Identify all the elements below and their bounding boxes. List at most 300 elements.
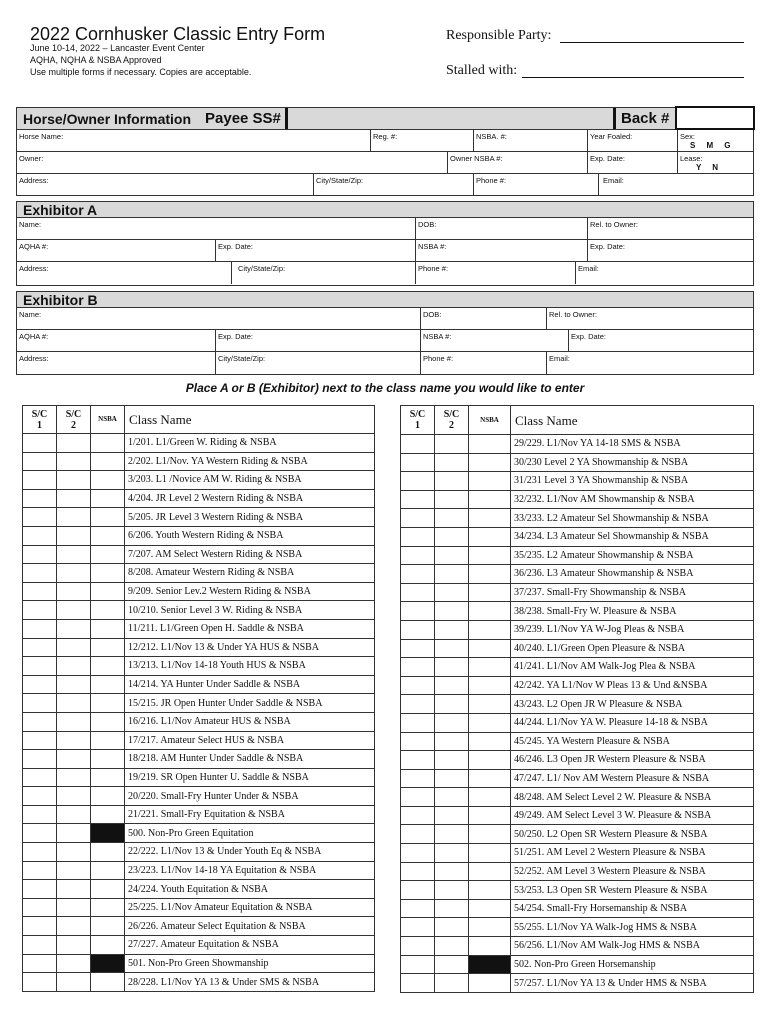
sc1-checkbox[interactable] <box>401 695 435 714</box>
sc2-checkbox[interactable] <box>57 452 91 471</box>
nsba-checkbox[interactable] <box>91 731 125 750</box>
nsba-checkbox[interactable] <box>469 490 511 509</box>
class-name: 501. Non-Pro Green Showmanship <box>125 954 375 973</box>
sc2-checkbox[interactable] <box>57 582 91 601</box>
sc2-checkbox[interactable] <box>57 564 91 583</box>
sc1-checkbox[interactable] <box>23 787 57 806</box>
class-name: 51/251. AM Level 2 Western Pleasure & NSBA <box>511 844 754 863</box>
nsba-checkbox[interactable] <box>469 899 511 918</box>
nsba-checkbox[interactable] <box>91 638 125 657</box>
exhibitor-b-exp2[interactable]: Exp. Date: <box>568 330 755 351</box>
nsba-checkbox[interactable] <box>469 918 511 937</box>
sc2-checkbox[interactable] <box>57 489 91 508</box>
sex-field[interactable] <box>677 130 755 151</box>
sc1-checkbox[interactable] <box>23 452 57 471</box>
exhibitor-a-name[interactable]: Name: <box>19 220 42 229</box>
sc2-checkbox[interactable] <box>435 676 469 695</box>
class-name: 8/208. Amateur Western Riding & NSBA <box>125 564 375 583</box>
class-row <box>401 844 754 863</box>
class-row <box>401 825 754 844</box>
left-class-table <box>22 405 375 992</box>
exhibitor-b-city[interactable]: City/State/Zip: <box>215 352 420 374</box>
sc2-checkbox[interactable] <box>435 583 469 602</box>
class-row <box>401 527 754 546</box>
class-row <box>401 565 754 584</box>
exhibitor-a-rel[interactable]: Rel. to Owner: <box>587 218 755 239</box>
sc1-checkbox[interactable] <box>401 769 435 788</box>
class-row <box>401 732 754 751</box>
exp-date-field[interactable]: Exp. Date: <box>587 152 677 173</box>
sc1-checkbox[interactable] <box>23 805 57 824</box>
class-name: 49/249. AM Select Level 3 W. Pleasure & NSBA <box>511 806 754 825</box>
nsba-checkbox[interactable] <box>91 601 125 620</box>
sc1-checkbox[interactable] <box>401 955 435 974</box>
exhibitor-b-phone[interactable]: Phone #: <box>420 352 546 374</box>
nsba-checkbox[interactable] <box>91 824 125 843</box>
exhibitor-b-exp[interactable]: Exp. Date: <box>215 330 420 351</box>
nsba-checkbox[interactable] <box>91 434 125 453</box>
sc1-checkbox[interactable] <box>401 583 435 602</box>
nsba-checkbox[interactable] <box>91 619 125 638</box>
class-row <box>401 862 754 881</box>
owner-field[interactable]: Owner: <box>19 154 44 163</box>
exhibitor-b-aqha-row <box>17 330 753 352</box>
nsba-checkbox[interactable] <box>91 582 125 601</box>
class-name: 15/215. JR Open Hunter Under Saddle & NSBA <box>125 694 375 713</box>
class-row <box>23 861 375 880</box>
nsba-checkbox[interactable] <box>469 639 511 658</box>
sc1-checkbox[interactable] <box>23 694 57 713</box>
sc2-checkbox[interactable] <box>435 862 469 881</box>
sc2-checkbox[interactable] <box>57 638 91 657</box>
class-row <box>401 918 754 937</box>
nsba-checkbox[interactable] <box>469 881 511 900</box>
sc1-checkbox[interactable] <box>23 638 57 657</box>
sc2-checkbox[interactable] <box>435 825 469 844</box>
sc2-checkbox[interactable] <box>57 917 91 936</box>
sc2-checkbox[interactable] <box>57 898 91 917</box>
nsba-checkbox[interactable] <box>469 806 511 825</box>
nsba-checkbox[interactable] <box>469 788 511 807</box>
sc2-header: S/C 2 <box>57 406 91 434</box>
class-row <box>23 657 375 676</box>
sc2-checkbox[interactable] <box>435 527 469 546</box>
class-row <box>23 434 375 453</box>
sc2-checkbox[interactable] <box>435 788 469 807</box>
nsba-checkbox[interactable] <box>469 676 511 695</box>
sc1-checkbox[interactable] <box>23 489 57 508</box>
responsible-party-field[interactable] <box>560 42 744 43</box>
sc1-checkbox[interactable] <box>23 880 57 899</box>
sc1-checkbox[interactable] <box>401 546 435 565</box>
sex-options: S M G <box>690 141 731 150</box>
sc1-checkbox[interactable] <box>23 471 57 490</box>
nsba-checkbox[interactable] <box>91 750 125 769</box>
class-row <box>401 676 754 695</box>
sc1-header: S/C 1 <box>401 406 435 435</box>
sc1-checkbox[interactable] <box>401 602 435 621</box>
nsba-checkbox[interactable] <box>91 712 125 731</box>
class-name: 22/222. L1/Nov 13 & Under Youth Eq & NSBA <box>125 843 375 862</box>
nsba-checkbox[interactable] <box>469 453 511 472</box>
sc1-checkbox[interactable] <box>23 750 57 769</box>
class-name: 18/218. AM Hunter Under Saddle & NSBA <box>125 750 375 769</box>
nsba-checkbox[interactable] <box>469 713 511 732</box>
sc2-checkbox[interactable] <box>435 713 469 732</box>
sc2-checkbox[interactable] <box>435 639 469 658</box>
exhibitor-a-section <box>16 201 754 286</box>
sc1-checkbox[interactable] <box>401 490 435 509</box>
sc2-checkbox[interactable] <box>57 471 91 490</box>
class-row <box>401 583 754 602</box>
sc1-checkbox[interactable] <box>401 806 435 825</box>
sc1-checkbox[interactable] <box>23 917 57 936</box>
sc2-checkbox[interactable] <box>435 732 469 751</box>
class-name: 34/234. L3 Amateur Sel Showmanship & NSBA <box>511 527 754 546</box>
email-field[interactable]: Email: <box>598 174 755 195</box>
sc2-checkbox[interactable] <box>57 787 91 806</box>
nsba-checkbox[interactable] <box>469 825 511 844</box>
class-row <box>401 546 754 565</box>
sc1-checkbox[interactable] <box>401 527 435 546</box>
sc1-checkbox[interactable] <box>401 899 435 918</box>
sc2-checkbox[interactable] <box>57 434 91 453</box>
sc2-checkbox[interactable] <box>435 899 469 918</box>
sc1-checkbox[interactable] <box>23 675 57 694</box>
class-name: 3/203. L1 /Novice AM W. Riding & NSBA <box>125 471 375 490</box>
sc1-checkbox[interactable] <box>23 508 57 527</box>
exhibitor-b-name[interactable]: Name: <box>19 310 42 319</box>
owner-address-row <box>17 174 753 195</box>
exhibitor-a-nsba[interactable]: NSBA #: <box>415 240 587 261</box>
sc1-checkbox[interactable] <box>401 435 435 454</box>
class-row <box>23 452 375 471</box>
sc1-checkbox[interactable] <box>401 732 435 751</box>
class-name: 14/214. YA Hunter Under Saddle & NSBA <box>125 675 375 694</box>
exhibitor-a-aqha[interactable]: AQHA #: <box>19 242 49 251</box>
address-field[interactable]: Address: <box>19 176 49 185</box>
horse-name-row <box>17 130 753 152</box>
sex-label: Sex: <box>680 132 696 141</box>
sc2-checkbox[interactable] <box>57 843 91 862</box>
nsba-checkbox[interactable] <box>469 602 511 621</box>
exhibitor-b-dob[interactable]: DOB: <box>420 308 546 329</box>
sc1-checkbox[interactable] <box>401 453 435 472</box>
class-name: 40/240. L1/Green Open Pleasure & NSBA <box>511 639 754 658</box>
nsba-checkbox[interactable] <box>91 898 125 917</box>
nsba-checkbox[interactable] <box>469 732 511 751</box>
class-row <box>401 881 754 900</box>
sc1-checkbox[interactable] <box>401 788 435 807</box>
class-name: 46/246. L3 Open JR Western Pleasure & NSBA <box>511 751 754 770</box>
sc2-checkbox[interactable] <box>57 936 91 955</box>
sc1-checkbox[interactable] <box>23 564 57 583</box>
nsba-checkbox[interactable] <box>91 880 125 899</box>
nsba-checkbox[interactable] <box>469 658 511 677</box>
sc1-checkbox[interactable] <box>401 658 435 677</box>
nsba-checkbox[interactable] <box>91 471 125 490</box>
nsba-checkbox[interactable] <box>469 769 511 788</box>
nsba-checkbox[interactable] <box>91 675 125 694</box>
sc1-checkbox[interactable] <box>401 937 435 956</box>
sc2-checkbox[interactable] <box>435 806 469 825</box>
sc2-checkbox[interactable] <box>57 508 91 527</box>
sc2-checkbox[interactable] <box>435 974 469 993</box>
nsba-checkbox[interactable] <box>91 526 125 545</box>
sc1-checkbox[interactable] <box>23 601 57 620</box>
exhibitor-b-address[interactable]: Address: <box>19 354 49 363</box>
class-row <box>401 788 754 807</box>
class-row <box>23 582 375 601</box>
exhibitor-a-exp2[interactable]: Exp. Date: <box>587 240 755 261</box>
class-name: 28/228. L1/Nov YA 13 & Under SMS & NSBA <box>125 973 375 992</box>
copy-note: Use multiple forms if necessary. Copies are acceptable. <box>30 67 252 77</box>
sc2-checkbox[interactable] <box>435 620 469 639</box>
sc1-checkbox[interactable] <box>23 526 57 545</box>
exhibitor-b-section <box>16 291 754 375</box>
exhibitor-a-exp[interactable]: Exp. Date: <box>215 240 415 261</box>
exhibitor-b-rel[interactable]: Rel. to Owner: <box>546 308 755 329</box>
class-row <box>401 955 754 974</box>
sc2-checkbox[interactable] <box>57 880 91 899</box>
nsba-checkbox[interactable] <box>469 751 511 770</box>
sc1-checkbox[interactable] <box>23 434 57 453</box>
phone-field[interactable]: Phone #: <box>473 174 598 195</box>
nsba-checkbox[interactable] <box>91 787 125 806</box>
class-name: 30/230 Level 2 YA Showmanship & NSBA <box>511 453 754 472</box>
sc1-checkbox[interactable] <box>23 861 57 880</box>
exhibitor-b-email[interactable]: Email: <box>546 352 755 374</box>
nsba-checkbox[interactable] <box>469 974 511 993</box>
sc2-checkbox[interactable] <box>57 545 91 564</box>
exhibitor-a-address-row <box>17 262 753 284</box>
nsba-checkbox[interactable] <box>91 508 125 527</box>
class-row <box>401 937 754 956</box>
horse-name-field[interactable]: Horse Name: <box>19 132 64 141</box>
class-row <box>401 974 754 993</box>
nsba-checkbox[interactable] <box>91 861 125 880</box>
nsba-checkbox[interactable] <box>91 768 125 787</box>
sc1-checkbox[interactable] <box>401 974 435 993</box>
nsba-checkbox[interactable] <box>469 862 511 881</box>
sc2-checkbox[interactable] <box>435 769 469 788</box>
sc1-checkbox[interactable] <box>401 676 435 695</box>
class-name: 56/256. L1/Nov AM Walk-Jog HMS & NSBA <box>511 937 754 956</box>
nsba-checkbox[interactable] <box>91 452 125 471</box>
class-name: 37/237. Small-Fry Showmanship & NSBA <box>511 583 754 602</box>
sc2-checkbox[interactable] <box>435 472 469 491</box>
nsba-checkbox[interactable] <box>91 936 125 955</box>
sc1-checkbox[interactable] <box>23 954 57 973</box>
class-name: 41/241. L1/Nov AM Walk-Jog Plea & NSBA <box>511 658 754 677</box>
sc1-checkbox[interactable] <box>401 565 435 584</box>
sc1-checkbox[interactable] <box>23 824 57 843</box>
class-row <box>401 806 754 825</box>
nsba-checkbox[interactable] <box>469 472 511 491</box>
sc1-checkbox[interactable] <box>23 973 57 992</box>
sc1-checkbox[interactable] <box>401 918 435 937</box>
exhibitor-a-dob[interactable]: DOB: <box>415 218 587 239</box>
sc2-checkbox[interactable] <box>435 602 469 621</box>
sc2-checkbox[interactable] <box>57 973 91 992</box>
exhibitor-a-aqha-row <box>17 240 753 262</box>
class-row <box>401 472 754 491</box>
nsba-checkbox[interactable] <box>469 620 511 639</box>
class-row <box>401 453 754 472</box>
nsba-checkbox[interactable] <box>469 565 511 584</box>
form-title: 2022 Cornhusker Classic Entry Form <box>30 24 326 44</box>
sc2-checkbox[interactable] <box>57 954 91 973</box>
nsba-checkbox[interactable] <box>91 694 125 713</box>
sc2-checkbox[interactable] <box>435 435 469 454</box>
sc2-checkbox[interactable] <box>435 453 469 472</box>
sc2-checkbox[interactable] <box>57 861 91 880</box>
sc2-checkbox[interactable] <box>57 675 91 694</box>
owner-nsba-field[interactable]: Owner NSBA #: <box>447 152 587 173</box>
class-name: 50/250. L2 Open SR Western Pleasure & NSBA <box>511 825 754 844</box>
exhibitor-b-aqha[interactable]: AQHA #: <box>19 332 49 341</box>
exhibitor-a-email[interactable]: Email: <box>575 262 755 284</box>
sc2-checkbox[interactable] <box>435 565 469 584</box>
exhibitor-a-address[interactable]: Address: <box>19 264 49 273</box>
exhibitor-a-city[interactable]: City/State/Zip: <box>231 262 415 284</box>
year-foaled-field[interactable]: Year Foaled: <box>587 130 677 151</box>
sc2-checkbox[interactable] <box>435 881 469 900</box>
sc1-checkbox[interactable] <box>23 657 57 676</box>
sc2-checkbox[interactable] <box>57 694 91 713</box>
class-row <box>23 917 375 936</box>
sc2-checkbox[interactable] <box>435 918 469 937</box>
stalled-with-field[interactable] <box>522 77 744 78</box>
nsba-checkbox[interactable] <box>469 527 511 546</box>
sc1-checkbox[interactable] <box>401 472 435 491</box>
responsible-party-label: Responsible Party: <box>446 28 552 43</box>
class-name: 27/227. Amateur Equitation & NSBA <box>125 936 375 955</box>
class-name: 13/213. L1/Nov 14-18 Youth HUS & NSBA <box>125 657 375 676</box>
class-name: 5/205. JR Level 3 Western Riding & NSBA <box>125 508 375 527</box>
sc2-checkbox[interactable] <box>57 768 91 787</box>
nsba-checkbox[interactable] <box>91 657 125 676</box>
sc2-checkbox[interactable] <box>435 844 469 863</box>
class-name: 17/217. Amateur Select HUS & NSBA <box>125 731 375 750</box>
sc2-checkbox[interactable] <box>435 509 469 528</box>
sc1-checkbox[interactable] <box>23 545 57 564</box>
sc1-checkbox[interactable] <box>23 898 57 917</box>
class-name: 48/248. AM Select Level 2 W. Pleasure & NSBA <box>511 788 754 807</box>
class-row <box>23 564 375 583</box>
nsba-checkbox[interactable] <box>91 843 125 862</box>
nsba-checkbox[interactable] <box>91 564 125 583</box>
sc1-checkbox[interactable] <box>401 620 435 639</box>
sc2-checkbox[interactable] <box>57 526 91 545</box>
class-name: 36/236. L3 Amateur Showmanship & NSBA <box>511 565 754 584</box>
sc1-checkbox[interactable] <box>401 509 435 528</box>
sc2-checkbox[interactable] <box>57 712 91 731</box>
class-name: 57/257. L1/Nov YA 13 & Under HMS & NSBA <box>511 974 754 993</box>
nsba-checkbox[interactable] <box>469 937 511 956</box>
class-name: 32/232. L1/Nov AM Showmanship & NSBA <box>511 490 754 509</box>
sc1-checkbox[interactable] <box>401 825 435 844</box>
class-row <box>401 899 754 918</box>
nsba-checkbox[interactable] <box>91 489 125 508</box>
nsba-field[interactable]: NSBA. #: <box>473 130 587 151</box>
city-state-zip-field[interactable]: City/State/Zip: <box>313 174 473 195</box>
nsba-checkbox[interactable] <box>469 583 511 602</box>
horse-owner-header <box>17 108 753 130</box>
sc2-checkbox[interactable] <box>435 546 469 565</box>
sc2-checkbox[interactable] <box>435 695 469 714</box>
class-name-header: Class Name <box>511 406 754 435</box>
lease-label: Lease: <box>680 154 703 163</box>
sc1-checkbox[interactable] <box>401 862 435 881</box>
sc2-checkbox[interactable] <box>57 731 91 750</box>
class-name: 44/244. L1/Nov YA W. Pleasure 14-18 & NSBA <box>511 713 754 732</box>
class-row <box>23 638 375 657</box>
sc1-checkbox[interactable] <box>23 619 57 638</box>
sc1-checkbox[interactable] <box>401 881 435 900</box>
sc2-checkbox[interactable] <box>435 751 469 770</box>
class-name: 2/202. L1/Nov. YA Western Riding & NSBA <box>125 452 375 471</box>
sc2-checkbox[interactable] <box>57 619 91 638</box>
sc1-checkbox[interactable] <box>23 582 57 601</box>
nsba-checkbox[interactable] <box>469 844 511 863</box>
sc1-checkbox[interactable] <box>401 713 435 732</box>
class-row <box>23 973 375 992</box>
sc1-checkbox[interactable] <box>401 844 435 863</box>
nsba-checkbox[interactable] <box>91 954 125 973</box>
nsba-checkbox[interactable] <box>91 917 125 936</box>
sc1-checkbox[interactable] <box>23 731 57 750</box>
nsba-header: NSBA <box>469 406 511 435</box>
reg-field[interactable]: Reg. #: <box>370 130 473 151</box>
sc1-checkbox[interactable] <box>23 768 57 787</box>
sc2-checkbox[interactable] <box>435 490 469 509</box>
nsba-checkbox[interactable] <box>469 695 511 714</box>
horse-owner-title: Horse/Owner Information <box>23 111 192 127</box>
nsba-checkbox[interactable] <box>469 955 511 974</box>
sc2-checkbox[interactable] <box>57 601 91 620</box>
sc2-checkbox[interactable] <box>57 824 91 843</box>
nsba-checkbox[interactable] <box>469 509 511 528</box>
nsba-checkbox[interactable] <box>91 545 125 564</box>
lease-field[interactable] <box>677 152 755 173</box>
class-row <box>401 620 754 639</box>
sc2-checkbox[interactable] <box>435 658 469 677</box>
exhibitor-a-phone[interactable]: Phone #: <box>415 262 575 284</box>
exhibitor-b-nsba[interactable]: NSBA #: <box>420 330 568 351</box>
nsba-checkbox[interactable] <box>469 546 511 565</box>
sc2-checkbox[interactable] <box>435 937 469 956</box>
nsba-checkbox[interactable] <box>91 805 125 824</box>
sc2-checkbox[interactable] <box>435 955 469 974</box>
exhibitor-b-address-row <box>17 352 753 374</box>
nsba-checkbox[interactable] <box>91 973 125 992</box>
sc2-checkbox[interactable] <box>57 657 91 676</box>
back-number-field[interactable] <box>675 106 755 130</box>
sc2-checkbox[interactable] <box>57 750 91 769</box>
sc1-checkbox[interactable] <box>401 751 435 770</box>
sc1-checkbox[interactable] <box>23 936 57 955</box>
nsba-checkbox[interactable] <box>469 435 511 454</box>
class-row <box>401 602 754 621</box>
sc1-checkbox[interactable] <box>401 639 435 658</box>
class-row <box>23 545 375 564</box>
sc1-checkbox[interactable] <box>23 843 57 862</box>
class-row <box>23 936 375 955</box>
class-name: 26/226. Amateur Select Equitation & NSBA <box>125 917 375 936</box>
sc1-checkbox[interactable] <box>23 712 57 731</box>
sc2-checkbox[interactable] <box>57 805 91 824</box>
